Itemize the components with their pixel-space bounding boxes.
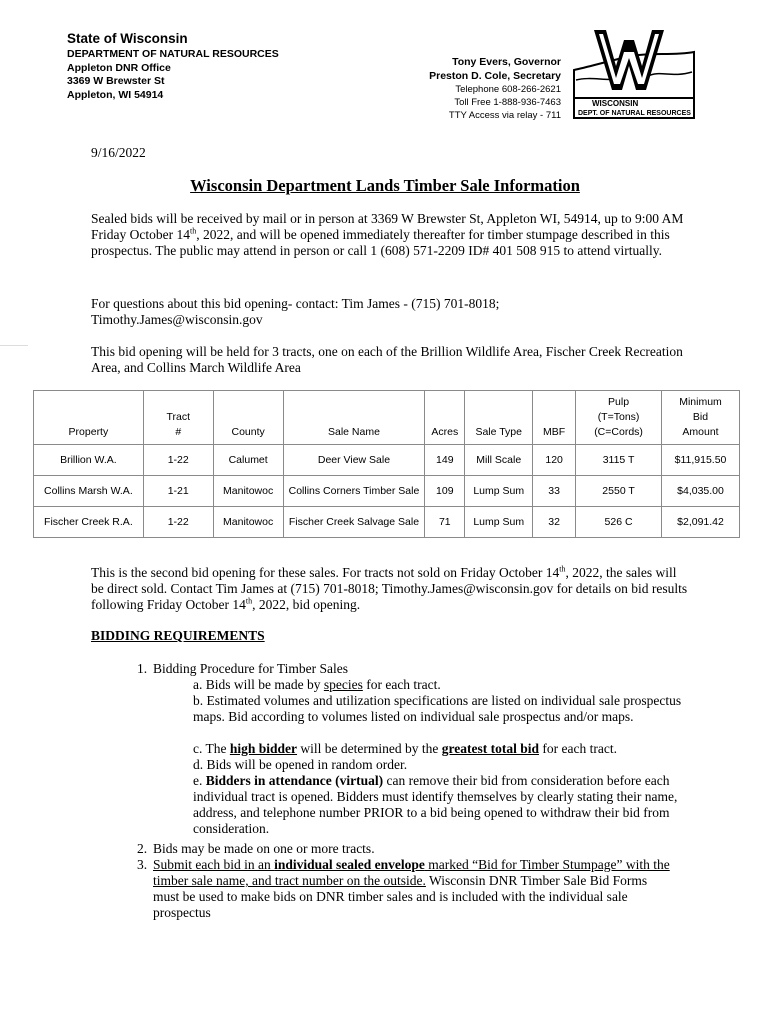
cell-pulp: 3115 T bbox=[576, 445, 662, 476]
cell-acres: 109 bbox=[425, 476, 465, 507]
table-row bbox=[34, 445, 740, 476]
header-sale-type: Sale Type bbox=[465, 391, 533, 445]
tty-access: TTY Access via relay - 711 bbox=[448, 110, 561, 121]
logo-text-wisconsin: WISCONSIN bbox=[592, 99, 639, 108]
cell-property: Fischer Creek R.A. bbox=[34, 507, 144, 538]
cell-mbf: 120 bbox=[533, 445, 576, 476]
cell-mbf: 33 bbox=[533, 476, 576, 507]
contact-email: Timothy.James@wisconsin.gov bbox=[91, 312, 263, 327]
item-1-text: Bidding Procedure for Timber Sales bbox=[153, 661, 348, 676]
cell-min-bid: $4,035.00 bbox=[662, 476, 740, 507]
page-title: Wisconsin Department Lands Timber Sale Information bbox=[190, 176, 580, 195]
secretary-name: Preston D. Cole, Secretary bbox=[429, 69, 561, 82]
tracts-paragraph: This bid opening will be held for 3 tracts, one on each of the Brillion Wildlife Area, Fischer Creek Recreation Area, and Collins March Wildlife Area bbox=[91, 344, 683, 375]
cell-county: Calumet bbox=[213, 445, 283, 476]
cell-mbf: 32 bbox=[533, 507, 576, 538]
cell-min-bid: $11,915.50 bbox=[662, 445, 740, 476]
cell-county: Manitowoc bbox=[213, 507, 283, 538]
cell-pulp: 2550 T bbox=[576, 476, 662, 507]
department-name: DEPARTMENT OF NATURAL RESOURCES bbox=[67, 48, 279, 60]
cell-sale-type: Lump Sum bbox=[465, 476, 533, 507]
governor-name: Tony Evers, Governor bbox=[452, 56, 561, 68]
header-acres: Acres bbox=[425, 391, 465, 445]
contact-line: For questions about this bid opening- contact: Tim James - (715) 701-8018; bbox=[91, 296, 500, 311]
state-name: State of Wisconsin bbox=[67, 31, 188, 46]
cell-county: Manitowoc bbox=[213, 476, 283, 507]
cell-tract: 1-22 bbox=[143, 507, 213, 538]
cell-sale-name: Collins Corners Timber Sale bbox=[283, 476, 425, 507]
toll-free: Toll Free 1-888-936-7463 bbox=[454, 97, 561, 108]
cell-sale-type: Mill Scale bbox=[465, 445, 533, 476]
cell-tract: 1-22 bbox=[143, 445, 213, 476]
table-row bbox=[34, 476, 740, 507]
sealed-bids-paragraph: Sealed bids will be received by mail or in person at 3369 W Brewster St, Appleton WI, 54914, up to 9:00 AM Friday October 14th, 2022, and will be opened immediately thereafter for timber stumpage described in this prospectus. The public may attend in person or call 1 (608) 571-2209 ID# 401 508 915 to attend virtually. bbox=[91, 211, 684, 258]
cell-acres: 71 bbox=[425, 507, 465, 538]
telephone: Telephone 608-266-2621 bbox=[455, 84, 561, 95]
office-city: Appleton, WI 54914 bbox=[67, 88, 164, 101]
contact-paragraph bbox=[91, 296, 691, 328]
header-mbf: MBF bbox=[533, 391, 576, 445]
office-name: Appleton DNR Office bbox=[67, 61, 171, 74]
item-1e: e. Bidders in attendance (virtual) can remove their bid from consideration before each individual tract is opened. Bidders must identify themselves by clearly stating their name, address, and telephone number PRIOR to a bid being opened to withdraw their bid from consideration. bbox=[193, 773, 678, 836]
item-3-number: 3. bbox=[137, 857, 148, 872]
item-2-text: Bids may be made on one or more tracts. bbox=[153, 841, 375, 856]
cell-min-bid: $2,091.42 bbox=[662, 507, 740, 538]
bidding-requirements-heading: BIDDING REQUIREMENTS bbox=[91, 628, 265, 643]
item-1a: a. Bids will be made by species for each tract. bbox=[193, 677, 441, 692]
office-street: 3369 W Brewster St bbox=[67, 75, 165, 87]
header-county: County bbox=[213, 391, 283, 445]
cell-sale-type: Lump Sum bbox=[465, 507, 533, 538]
office-address-block bbox=[67, 31, 279, 102]
logo-text-dept: DEPT. OF NATURAL RESOURCES bbox=[578, 110, 691, 117]
table-row bbox=[34, 507, 740, 538]
cell-pulp: 526 C bbox=[576, 507, 662, 538]
item-1d: d. Bids will be opened in random order. bbox=[193, 757, 408, 772]
header-pulp: Pulp (T=Tons) (C=Cords) bbox=[576, 391, 662, 445]
header-tract: Tract # bbox=[143, 391, 213, 445]
header-minimum-bid: Minimum Bid Amount bbox=[662, 391, 740, 445]
item-3-text: Submit each bid in an individual sealed envelope marked “Bid for Timber Stumpage” with the timber sale name, and tract number on the outside. Wisconsin DNR Timber Sale Bid Forms must be used to make bids on DNR timber sales and is included with the individual sale prospectus bbox=[153, 857, 670, 920]
cell-sale-name: Deer View Sale bbox=[283, 445, 425, 476]
wisconsin-dnr-logo-icon bbox=[572, 26, 696, 120]
cell-property: Brillion W.A. bbox=[34, 445, 144, 476]
second-bid-paragraph: This is the second bid opening for these sales. For tracts not sold on Friday October 14th, 2022, the sales will be direct sold. Contact Tim James at (715) 701-8018; Timothy.James@wisconsin.gov for details on bid results following Friday October 14th, 2022, bid opening. bbox=[91, 564, 688, 612]
table-header-row bbox=[34, 391, 740, 445]
cell-tract: 1-21 bbox=[143, 476, 213, 507]
timber-sale-table bbox=[33, 390, 740, 538]
cell-acres: 149 bbox=[425, 445, 465, 476]
letter-date: 9/16/2022 bbox=[91, 145, 146, 160]
item-1b: b. Estimated volumes and utilization specifications are listed on individual sale prospectus maps. Bid according to volumes listed on individual sale prospectus and/or maps. bbox=[193, 693, 682, 724]
margin-mark bbox=[0, 345, 28, 346]
item-1-number: 1. bbox=[137, 661, 148, 676]
cell-property: Collins Marsh W.A. bbox=[34, 476, 144, 507]
cell-sale-name: Fischer Creek Salvage Sale bbox=[283, 507, 425, 538]
header-sale-name: Sale Name bbox=[283, 391, 425, 445]
item-1c: c. The high bidder will be determined by the greatest total bid for each tract. bbox=[193, 741, 617, 756]
officials-contact-block bbox=[429, 56, 561, 122]
header-property: Property bbox=[34, 391, 144, 445]
item-2-number: 2. bbox=[137, 841, 148, 856]
